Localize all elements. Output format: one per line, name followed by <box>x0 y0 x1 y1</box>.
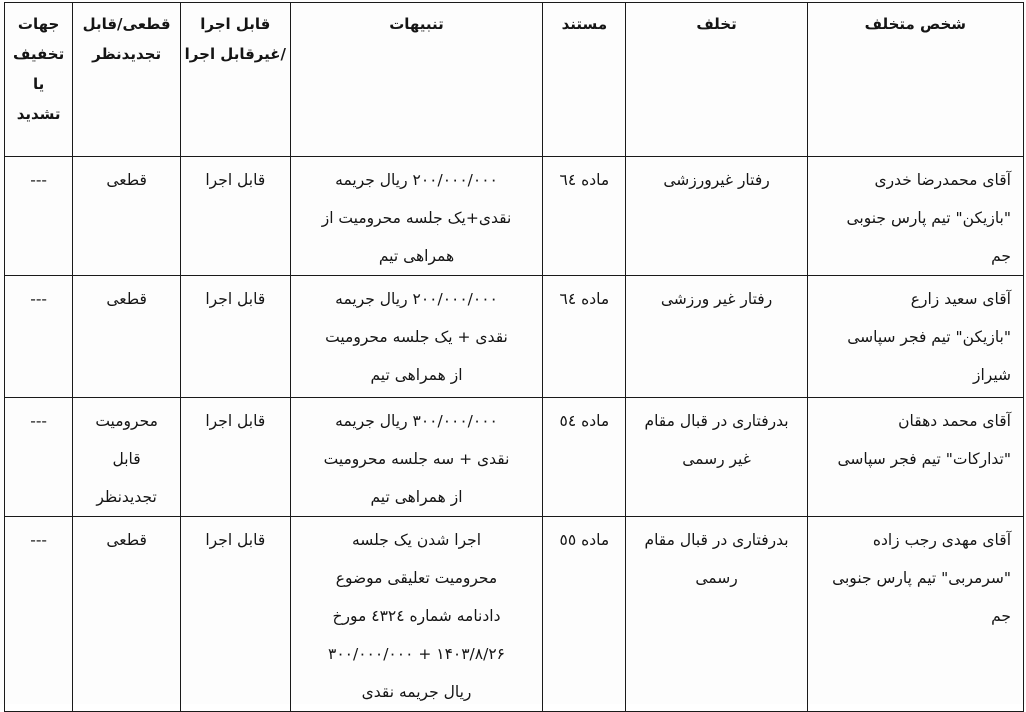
final-text: قطعی <box>106 290 147 308</box>
mitigation-text: --- <box>30 531 48 549</box>
table-row <box>5 157 1024 276</box>
penalty-text: دادنامه شماره ٤٣٢٤ مورخ <box>332 607 501 625</box>
header-penalty-label: تنبیهات <box>389 15 444 33</box>
penalty-text: نقدی + یک جلسه محرومیت <box>325 328 508 346</box>
person-text: شیراز <box>972 366 1011 384</box>
cell-reference <box>543 517 626 712</box>
cell-final <box>73 398 181 517</box>
header-mitigation-label-1: جهات <box>17 15 60 33</box>
violation-text: رسمی <box>695 569 738 587</box>
cell-mitigation <box>5 517 73 712</box>
person-text: جم <box>991 607 1011 625</box>
cell-person <box>807 157 1023 276</box>
cell-violation <box>626 517 807 712</box>
violation-text: رفتار غیرورزشی <box>663 171 770 189</box>
enforceable-text: قابل اجرا <box>205 531 266 549</box>
cell-enforceable <box>180 157 290 276</box>
header-penalty <box>290 3 543 157</box>
penalty-text: ۲۰۰/۰۰۰/۰۰۰ ریال جریمه <box>335 290 498 308</box>
header-final-label-1: قطعی/قابل <box>82 15 171 33</box>
cell-violation <box>626 157 807 276</box>
reference-text: ماده ٥٥ <box>559 531 610 549</box>
cell-final <box>73 157 181 276</box>
header-final <box>73 3 181 157</box>
penalty-text: همراهی تیم <box>378 247 455 265</box>
table-row <box>5 276 1024 398</box>
penalty-text: محرومیت تعلیقی موضوع <box>335 569 498 587</box>
disciplinary-rulings-table <box>4 2 1024 712</box>
person-text: "سرمربی" تیم پارس جنوبی <box>832 569 1011 587</box>
table-row <box>5 517 1024 712</box>
mitigation-text: --- <box>30 290 48 308</box>
header-mitigation <box>5 3 73 157</box>
cell-penalty <box>290 276 543 398</box>
violation-text: رفتار غیر ورزشی <box>660 290 773 308</box>
header-enforceable <box>180 3 290 157</box>
penalty-text: ریال جریمه نقدی <box>361 683 472 701</box>
cell-penalty <box>290 398 543 517</box>
penalty-text: اجرا شدن یک جلسه <box>351 531 482 549</box>
header-enforceable-label-1: قابل اجرا <box>200 15 271 33</box>
header-reference <box>543 3 626 157</box>
final-text: تجدیدنظر <box>96 488 157 506</box>
table-row <box>5 398 1024 517</box>
violation-text: بدرفتاری در قبال مقام <box>644 531 789 549</box>
cell-penalty <box>290 157 543 276</box>
header-person-label: شخص متخلف <box>864 15 967 33</box>
cell-enforceable <box>180 517 290 712</box>
cell-person <box>807 276 1023 398</box>
cell-mitigation <box>5 398 73 517</box>
final-text: قطعی <box>106 171 147 189</box>
person-text: جم <box>991 247 1011 265</box>
enforceable-text: قابل اجرا <box>205 412 266 430</box>
header-violation <box>626 3 807 157</box>
violation-text: بدرفتاری در قبال مقام <box>644 412 789 430</box>
enforceable-text: قابل اجرا <box>205 171 266 189</box>
person-text: آقای مهدی رجب زاده <box>872 531 1011 549</box>
person-text: "تدارکات" تیم فجر سپاسی <box>837 450 1011 468</box>
final-text: قابل <box>112 450 141 468</box>
header-mitigation-label-4: تشدید <box>16 105 61 123</box>
final-text: قطعی <box>106 531 147 549</box>
violation-text: غیر رسمی <box>682 450 751 468</box>
penalty-text: از همراهی تیم <box>370 366 463 384</box>
mitigation-text: --- <box>30 412 48 430</box>
penalty-text: ۱۴۰۳/۸/۲۶ + ۳۰۰/۰۰۰/۰۰۰ <box>328 645 505 663</box>
cell-violation <box>626 276 807 398</box>
penalty-text: ۲۰۰/۰۰۰/۰۰۰ ریال جریمه <box>335 171 498 189</box>
cell-final <box>73 276 181 398</box>
cell-enforceable <box>180 398 290 517</box>
cell-final <box>73 517 181 712</box>
header-mitigation-label-2: تخفیف <box>13 45 65 63</box>
header-violation-label: تخلف <box>696 15 737 33</box>
reference-text: ماده ٦٤ <box>559 171 610 189</box>
cell-violation <box>626 398 807 517</box>
cell-reference <box>543 398 626 517</box>
header-person <box>807 3 1023 157</box>
penalty-text: نقدی+یک جلسه محرومیت از <box>321 209 512 227</box>
cell-mitigation <box>5 157 73 276</box>
penalty-text: نقدی + سه جلسه محرومیت <box>323 450 510 468</box>
person-text: آقای سعید زارع <box>910 290 1011 308</box>
reference-text: ماده ٥٤ <box>559 412 610 430</box>
header-enforceable-label-2: /غیرقابل اجرا <box>184 45 286 63</box>
header-mitigation-label-3: یا <box>33 75 45 93</box>
reference-text: ماده ٦٤ <box>559 290 610 308</box>
penalty-text: ۳۰۰/۰۰۰/۰۰۰ ریال جریمه <box>335 412 498 430</box>
mitigation-text: --- <box>30 171 48 189</box>
cell-person <box>807 398 1023 517</box>
table-header-row <box>5 3 1024 157</box>
cell-penalty <box>290 517 543 712</box>
cell-mitigation <box>5 276 73 398</box>
enforceable-text: قابل اجرا <box>205 290 266 308</box>
penalty-text: از همراهی تیم <box>370 488 463 506</box>
person-text: آقای محمد دهقان <box>898 412 1011 430</box>
header-final-label-2: تجدیدنظر <box>92 45 162 63</box>
cell-enforceable <box>180 276 290 398</box>
header-reference-label: مستند <box>561 15 608 33</box>
person-text: آقای محمدرضا خدری <box>874 171 1011 189</box>
person-text: "بازیکن" تیم فجر سپاسی <box>847 328 1011 346</box>
cell-reference <box>543 157 626 276</box>
person-text: "بازیکن" تیم پارس جنوبی <box>846 209 1011 227</box>
cell-reference <box>543 276 626 398</box>
cell-person <box>807 517 1023 712</box>
final-text: محرومیت <box>95 412 158 430</box>
